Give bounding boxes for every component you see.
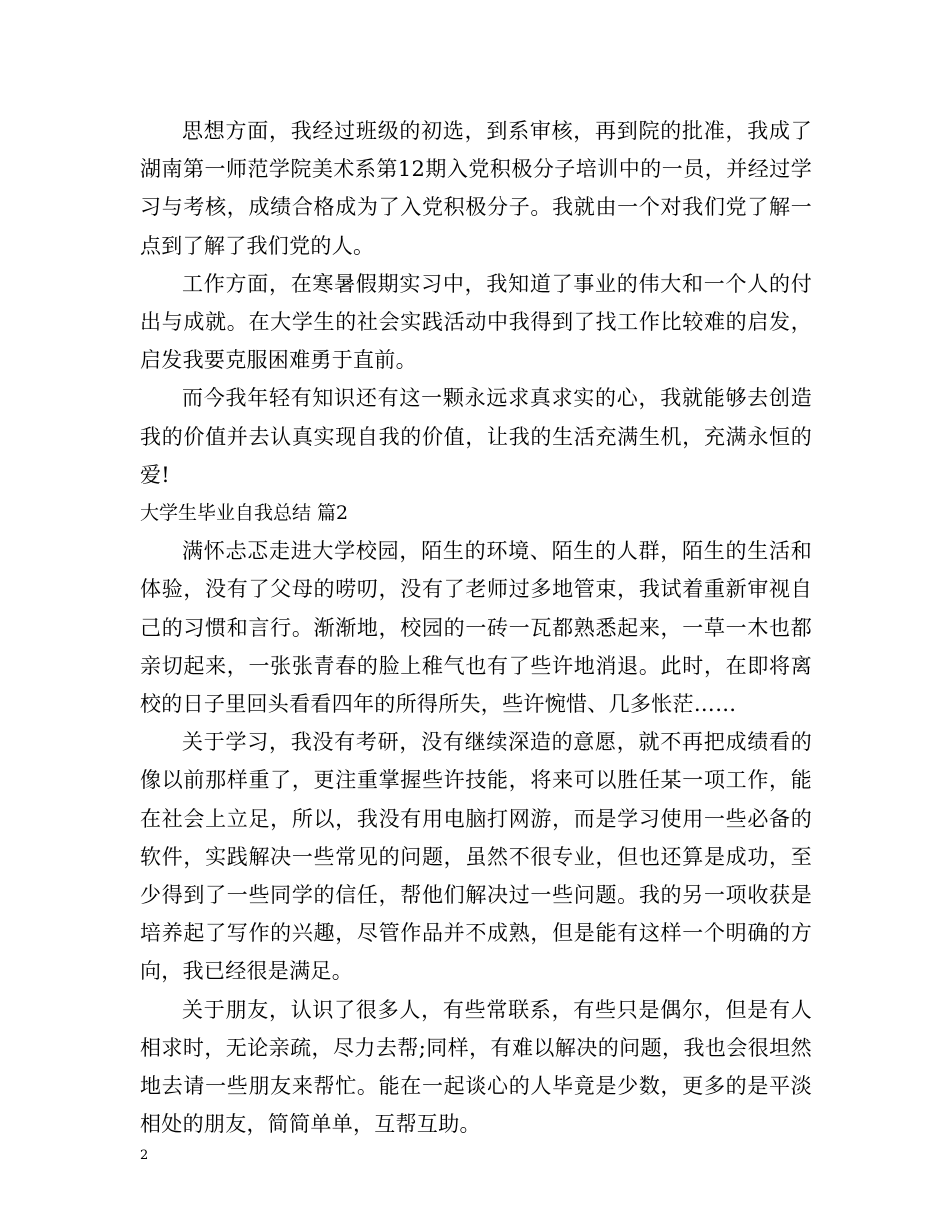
paragraph-study: 关于学习，我没有考研，没有继续深造的意愿，就不再把成绩看的像以前那样重了，更注重掌握些许技能，将来可以胜任某一项工作，能在社会上立足，所以，我没有用电脑打网游，而是学习使用一些必备的软件，实践解决一些常见的问题，虽然不很专业，但也还算是成功，至少得到了一些同学的信任，帮他们解决过一些问题。我的另一项收获是培养起了写作的兴趣，尽管作品并不成熟，但是能有这样一个明确的方向，我已经很是满足。 [140, 730, 812, 984]
page-number: 2 [140, 1148, 149, 1163]
paragraph-work: 工作方面，在寒暑假期实习中，我知道了事业的伟大和一个人的付出与成就。在大学生的社会实践活动中我得到了找工作比较难的启发，启发我要克服困难勇于直前。 [140, 271, 812, 373]
paragraph-campus: 满怀忐忑走进大学校园，陌生的环境、陌生的人群，陌生的生活和体验，没有了父母的唠叨，没有了老师过多地管束，我试着重新审视自己的习惯和言行。渐渐地，校园的一砖一瓦都熟悉起来，一草一木也都亲切起来，一张张青春的脸上稚气也有了些许地消退。此时，在即将离校的日子里回头看看四年的所得所失，些许惋惜、几多怅茫…… [140, 539, 812, 717]
paragraph-thought: 思想方面，我经过班级的初选，到系审核，再到院的批准，我成了湖南第一师范学院美术系第12期入党积极分子培训中的一员，并经过学习与考核，成绩合格成为了入党积极分子。我就由一个对我们党了解一点到了解了我们党的人。 [140, 119, 812, 258]
document-body [140, 112, 812, 1143]
paragraph-friends: 关于朋友，认识了很多人，有些常联系，有些只是偶尔，但是有人相求时，无论亲疏，尽力去帮;同样，有难以解决的问题，我也会很坦然地去请一些朋友来帮忙。能在一起谈心的人毕竟是少数，更多的是平淡相处的朋友，简简单单，互帮互助。 [140, 997, 812, 1137]
section-heading: 大学生毕业自我总结 篇2 [140, 502, 349, 525]
paragraph-future: 而今我年轻有知识还有这一颗永远求真求实的心，我就能够去创造我的价值并去认真实现自我的价值，让我的生活充满生机，充满永恒的爱! [140, 386, 812, 487]
